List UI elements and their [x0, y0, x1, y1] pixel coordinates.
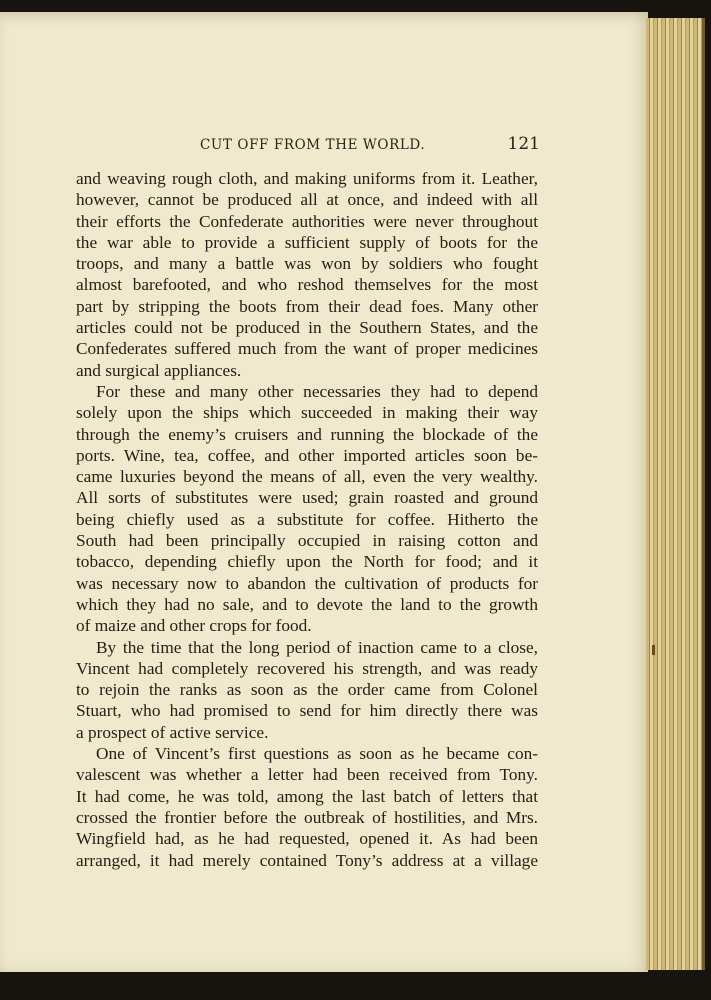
text-line: was necessary now to abandon the cultivation of products for: [76, 573, 538, 593]
text-line: through the enemy’s cruisers and running the blockade of the: [76, 424, 538, 444]
text-line: their efforts the Confederate authorities were never throughout: [76, 211, 538, 231]
text-line: For these and many other necessaries they had to depend: [96, 381, 538, 401]
text-line: and surgical appliances.: [76, 360, 242, 380]
text-line: One of Vincent’s first questions as soon as he became con-: [96, 744, 538, 764]
book-page: [0, 12, 648, 972]
text-line: which they had no sale, and to devote the land to the growth: [76, 594, 538, 614]
page-number: 121: [507, 134, 540, 154]
text-line: Stuart, who had promised to send for him directly there was: [76, 701, 538, 721]
text-line: a prospect of active service.: [76, 722, 269, 742]
text-line: South had been principally occupied in raising cotton and: [76, 531, 538, 551]
text-line: solely upon the ships which succeeded in making their way: [76, 403, 538, 423]
text-line: Vincent had completely recovered his strength, and was ready: [76, 658, 538, 678]
running-head-title: CUT OFF FROM THE WORLD.: [200, 137, 426, 153]
text-line: ports. Wine, tea, coffee, and other imported articles soon be-: [76, 445, 538, 465]
text-line: tobacco, depending chiefly upon the North for food; and it: [76, 552, 538, 572]
text-line: It had come, he was told, among the last batch of letters that: [76, 786, 538, 806]
text-line: and weaving rough cloth, and making uniforms from it. Leather,: [76, 169, 538, 188]
text-line: articles could not be produced in the Southern States, and the: [76, 318, 538, 338]
text-line: came luxuries beyond the means of all, even the very wealthy.: [76, 467, 538, 487]
text-line: crossed the frontier before the outbreak of hostilities, and Mrs.: [76, 807, 538, 827]
text-line: almost barefooted, and who reshod themselves for the most: [76, 275, 538, 295]
text-line: Confederates suffered much from the want of proper medicines: [76, 339, 538, 359]
text-line: All sorts of substitutes were used; grain roasted and ground: [76, 488, 538, 508]
text-line: however, cannot be produced all at once, and indeed with all: [76, 190, 538, 210]
text-line: the war able to provide a sufficient supply of boots for the: [76, 232, 538, 252]
text-line: being chiefly used as a substitute for coffee. Hitherto the: [76, 509, 538, 529]
text-line: of maize and other crops for food.: [76, 616, 312, 636]
text-line: By the time that the long period of inaction came to a close,: [96, 637, 538, 657]
text-line: troops, and many a battle was won by soldiers who fought: [76, 254, 538, 274]
text-line: arranged, it had merely contained Tony’s address at a village: [76, 850, 538, 870]
page-edge-mark: [652, 645, 655, 655]
body-text: [76, 168, 538, 871]
text-line: Wingfield had, as he had requested, opened it. As had been: [76, 829, 538, 849]
text-line: part by stripping the boots from their dead foes. Many other: [76, 296, 538, 316]
running-head: [76, 134, 540, 156]
page-edges: [646, 18, 705, 970]
text-line: to rejoin the ranks as soon as the order came from Colonel: [76, 680, 538, 700]
text-line: valescent was whether a letter had been received from Tony.: [76, 765, 538, 785]
